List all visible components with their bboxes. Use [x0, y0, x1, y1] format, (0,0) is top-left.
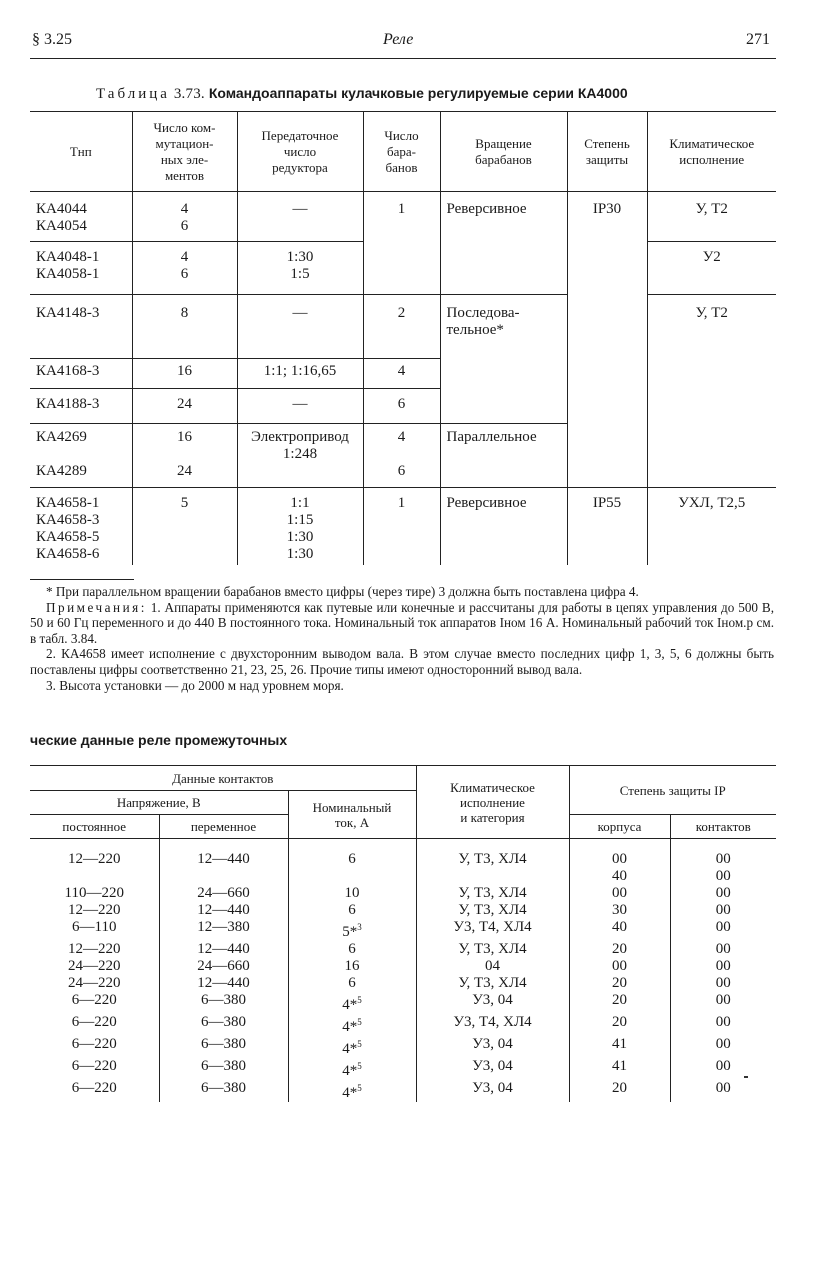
head-ip: Степень защиты IP: [569, 766, 776, 815]
cell-climate: У, Т3, ХЛ4: [458, 941, 527, 957]
footnote: * При параллельном вращении барабанов вместо цифры (через тире) 3 должна быть поставлена цифра 4.: [46, 584, 639, 599]
table2-heading: ческие данные реле промежуточных: [30, 732, 288, 748]
running-title: Реле: [383, 31, 414, 48]
head-ac: переменное: [159, 815, 288, 839]
col-header: Число бара- банов: [363, 112, 440, 192]
table-row: КА4044 КА4054 4 6 — 1 Реверсивное IP30 У, Т2: [30, 192, 776, 242]
cell-current: 4*: [342, 997, 358, 1013]
head-dc: постоянное: [30, 815, 159, 839]
cell-dc: 6—220: [71, 1080, 117, 1096]
col-header: Климатическое исполнение: [647, 112, 776, 192]
notes-block: [30, 584, 774, 693]
cell-climate: У, Т3, ХЛ4: [458, 885, 527, 901]
cell-contacts-ip: 00: [715, 902, 731, 918]
table-row: КА4188-3 24 — 6: [30, 389, 776, 424]
cell-ac: 12—440: [197, 975, 250, 991]
cell-housing: 41: [612, 1058, 627, 1074]
caption-number: 3.73.: [173, 86, 205, 102]
cell-current-sup: 5: [357, 1061, 362, 1071]
table-row: [30, 902, 776, 919]
table2: [30, 765, 776, 1102]
cell-current-sup: 5: [357, 1039, 362, 1049]
cell-current: 4*: [342, 1019, 358, 1035]
head-current: Номинальный ток, А: [288, 791, 416, 839]
cell-current: 4*: [342, 1063, 358, 1079]
table-row: [30, 1014, 776, 1036]
cell-ac: 24—660: [197, 885, 250, 901]
cell-dc: 6—110: [72, 919, 117, 935]
table1: [30, 111, 776, 565]
cell-dc: 12—220: [68, 902, 121, 918]
cell-current-sup: 5: [357, 1083, 362, 1093]
table-row: КА4269 КА4289 16 24 Электропривод 1:248 4 6 Параллельное: [30, 424, 776, 488]
table-row: КА4048-1 КА4058-1 4 6 1:30 1:5 У2: [30, 242, 776, 295]
cell-ac: 12—440: [197, 851, 250, 867]
cell-climate: У, Т3, ХЛ4: [458, 975, 527, 991]
col-header: Тнп: [30, 112, 132, 192]
cell-housing: 20: [612, 1014, 627, 1030]
caption-title: Командоаппараты кулачковые регулируемые серии КА4000: [208, 85, 628, 101]
head-voltage: Напряжение, В: [30, 791, 288, 815]
caption-prefix: Таблица: [96, 86, 170, 102]
table-row: [30, 885, 776, 902]
cell-climate: У3, 04: [472, 992, 513, 1008]
cell-current: 6: [348, 902, 356, 918]
cell-contacts-ip: 00: [715, 868, 731, 884]
cell-housing: 00: [612, 851, 627, 867]
cell-current: 4*: [342, 1085, 358, 1101]
cell-dc: 24—220: [68, 975, 121, 991]
cell-climate: У, Т3, ХЛ4: [458, 902, 527, 918]
cell-contacts-ip: 00: [715, 1058, 731, 1074]
cell-current: 6: [348, 941, 356, 957]
cell-contacts-ip: 00: [715, 851, 731, 867]
note-3: 3. Высота установки — до 2000 м над уровнем моря.: [46, 677, 344, 693]
cell-housing: 40: [612, 868, 627, 884]
table-row: [30, 1036, 776, 1058]
col-header: Вращение барабанов: [440, 112, 567, 192]
section-number: § 3.25: [32, 31, 72, 48]
cell-current: 6: [348, 851, 356, 867]
cell-current: 5*: [342, 924, 358, 940]
cell-climate: У3, 04: [472, 1058, 513, 1074]
cell-dc: 6—220: [71, 992, 117, 1008]
table-row: [30, 941, 776, 958]
cell-ac: 12—440: [197, 902, 250, 918]
cell-current: 16: [344, 958, 360, 974]
cell-contacts-ip: 00: [715, 1080, 731, 1096]
cell-contacts-ip: 00: [715, 919, 731, 935]
cell-ac: 6—380: [201, 1036, 246, 1052]
cell-dc: 6—220: [71, 1014, 117, 1030]
footnote-rule: [30, 579, 134, 580]
cell-housing: 40: [612, 919, 627, 935]
cell-climate: У3, Т4, ХЛ4: [453, 1014, 532, 1030]
cell-climate: У3, 04: [472, 1080, 513, 1096]
cell-current: 6: [348, 975, 356, 991]
cell-housing: 00: [612, 885, 627, 901]
head-contacts: Данные контактов: [30, 766, 416, 791]
note-2: 2. КА4658 имеет исполнение с двухсторонним выводом вала. В этом случае вместо последних цифр 1, 3, 5, 6 должны быть поставлены цифры соответственно 21, 23, 25, 26. Прочие типы имеют односторонний вывод вала.: [30, 646, 774, 677]
table-row: КА4658-1 КА4658-3 КА4658-5 КА4658-6 5 1:1 1:15 1:30 1:30 1 Реверсивное IP55 УХЛ, Т2,5: [30, 488, 776, 566]
cell-contacts-ip: 00: [715, 992, 731, 1008]
cell-ac: 12—380: [197, 919, 250, 935]
cell-current-sup: 3: [357, 922, 362, 932]
cell-contacts-ip: 00: [715, 941, 731, 957]
cell-climate: 04: [485, 958, 500, 974]
col-header: Степень защиты: [567, 112, 647, 192]
cell-dc: 24—220: [68, 958, 121, 974]
table-row: КА4168-3 16 1:1; 1:16,65 4: [30, 359, 776, 389]
cell-current-sup: 5: [357, 995, 362, 1005]
note-1: Примечания: 1. Аппараты применяются как путевые или конечные и рассчитаны для работы в цепях управления до 500 В, 50 и 60 Гц переменного и до 440 В постоянного тока. Номинальный ток аппаратов Iном 16 А. Номинальный рабочий ток Iном.р см. в табл. 3.84.: [30, 599, 774, 646]
cell-ac: 6—380: [201, 1058, 246, 1074]
page-number: 271: [746, 31, 770, 48]
head-contacts-ip: контактов: [670, 815, 776, 839]
head-housing: корпуса: [569, 815, 670, 839]
cell-dc: 12—220: [68, 851, 121, 867]
cell-current: 10: [344, 885, 360, 901]
header-rule: [30, 58, 776, 59]
table-row: КА4148-3 8 — 2 Последова- тельное* У, Т2: [30, 295, 776, 359]
table1-caption: [96, 85, 628, 103]
cell-dc: 110—220: [64, 885, 124, 901]
cell-housing: 41: [612, 1036, 627, 1052]
cell-ac: 6—380: [201, 1080, 246, 1096]
print-mark: [744, 1076, 748, 1078]
cell-housing: 30: [612, 902, 627, 918]
cell-climate: У3, Т4, ХЛ4: [453, 919, 532, 935]
cell-housing: 20: [612, 1080, 627, 1096]
cell-ac: 6—380: [201, 1014, 246, 1030]
cell-ac: 6—380: [201, 992, 246, 1008]
cell-contacts-ip: 00: [715, 1036, 731, 1052]
cell-housing: 20: [612, 941, 627, 957]
cell-contacts-ip: 00: [715, 1014, 731, 1030]
table-row: [30, 851, 776, 885]
table-row: [30, 958, 776, 975]
cell-ac: 24—660: [197, 958, 250, 974]
head-climate: Климатическое исполнение и категория: [416, 766, 569, 839]
table-row: [30, 1080, 776, 1102]
cell-current: 4*: [342, 1041, 358, 1057]
cell-housing: 00: [612, 958, 627, 974]
col-header: Число ком- мутацион- ных эле- ментов: [132, 112, 237, 192]
col-header: Передаточное число редуктора: [237, 112, 363, 192]
cell-dc: 6—220: [71, 1036, 117, 1052]
cell-contacts-ip: 00: [715, 958, 731, 974]
cell-dc: 6—220: [71, 1058, 117, 1074]
cell-dc: 12—220: [68, 941, 121, 957]
cell-contacts-ip: 00: [715, 885, 731, 901]
cell-contacts-ip: 00: [715, 975, 731, 991]
table-row: [30, 992, 776, 1014]
table-row: [30, 975, 776, 992]
table-row: [30, 1058, 776, 1080]
cell-housing: 20: [612, 975, 627, 991]
cell-climate: У, Т3, ХЛ4: [458, 851, 527, 867]
cell-ac: 12—440: [197, 941, 250, 957]
cell-climate: У3, 04: [472, 1036, 513, 1052]
cell-housing: 20: [612, 992, 627, 1008]
table-row: [30, 919, 776, 941]
cell-current-sup: 5: [357, 1017, 362, 1027]
